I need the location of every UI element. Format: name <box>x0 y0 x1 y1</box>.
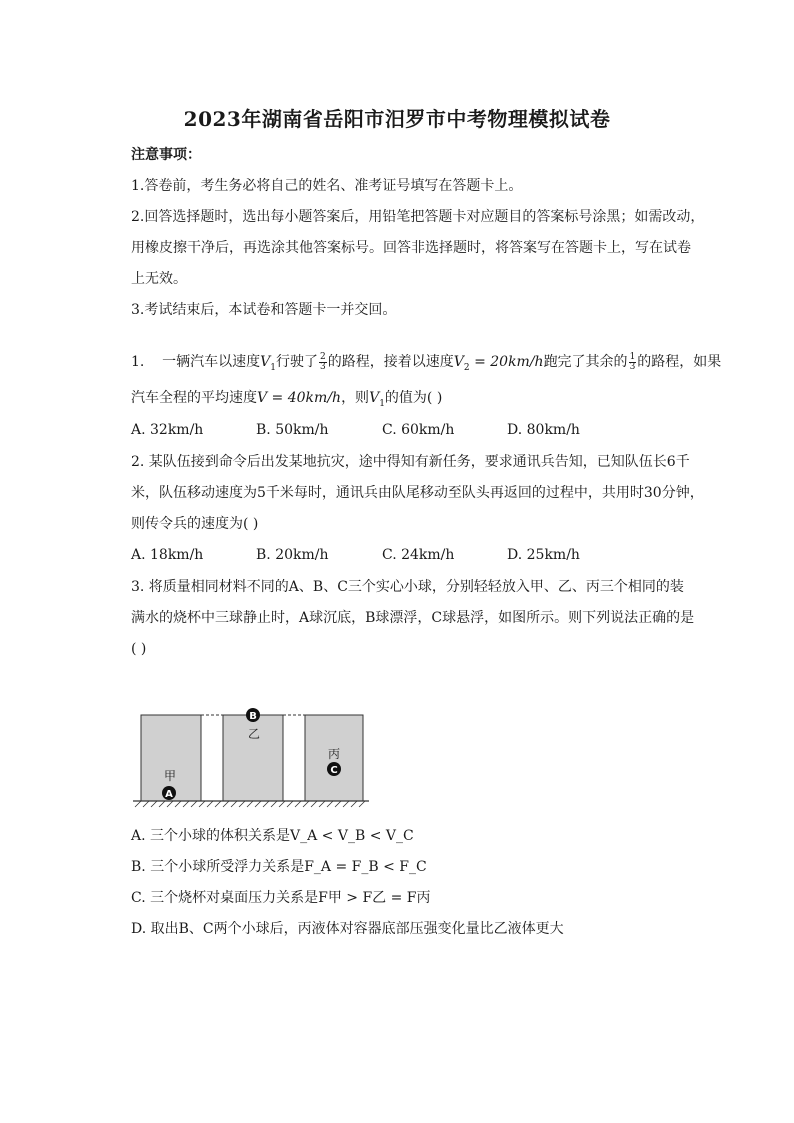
ball-a-label: A <box>165 789 173 800</box>
option-c: C. 24km/h <box>382 547 455 563</box>
question-3-option-d: D. 取出B、C两个小球后，丙液体对容器底部压强变化量比乙液体更大 <box>131 921 564 937</box>
math-expression: V = 40km/h <box>257 390 342 406</box>
fraction-denominator: 3 <box>320 361 326 372</box>
three-beakers-figure <box>131 703 371 811</box>
math-symbol: V <box>453 354 464 370</box>
math-expression: = 20km/h <box>469 354 544 370</box>
question-3-line-3: ( ) <box>131 641 147 657</box>
question-2-line-3: 则传令兵的速度为( ) <box>131 516 259 532</box>
fraction-denominator: 3 <box>629 361 636 372</box>
question-text: 行驶了 <box>276 354 319 370</box>
notice-item-2-line-2: 用橡皮擦干净后，再选涂其他答案标号。回答非选择题时，将答案写在答题卡上，写在试卷 <box>131 240 691 256</box>
notice-item-2-line-3: 上无效。 <box>131 271 187 287</box>
question-text: 的路程，接着以速度 <box>327 354 454 370</box>
beaker-label-bing: 丙 <box>328 747 341 761</box>
fraction <box>319 353 327 372</box>
question-text: 的值为( ) <box>384 390 443 406</box>
fraction <box>629 353 637 372</box>
option-d: D. 80km/h <box>507 422 580 438</box>
question-number: 1. <box>131 354 145 370</box>
question-3-option-c: C. 三个烧杯对桌面压力关系是F甲 > F乙 = F丙 <box>131 890 431 906</box>
fraction-numerator: 1 <box>629 351 636 362</box>
question-3-line-2: 满水的烧杯中三球静止时，A球沉底，B球漂浮，C球悬浮，如图所示。则下列说法正确的是 <box>131 610 695 626</box>
notice-item-3: 3.考试结束后，本试卷和答题卡一并交回。 <box>131 302 397 318</box>
math-symbol: V <box>369 390 380 406</box>
math-symbol: V <box>260 354 271 370</box>
option-a: A. 32km/h <box>131 422 204 438</box>
ball-b-label: B <box>249 711 257 722</box>
question-text: ，则 <box>341 390 370 406</box>
question-text: 一辆汽车以速度 <box>162 354 261 370</box>
math-subscript: 1 <box>270 362 277 373</box>
question-3-option-a: A. 三个小球的体积关系是V_A < V_B < V_C <box>131 828 414 844</box>
notice-item-2-line-1: 2.回答选择题时，选出每小题答案后，用铅笔把答题卡对应题目的答案标号涂黑；如需改动， <box>131 209 705 225</box>
notice-heading: 注意事项： <box>131 147 201 163</box>
ground-hatching <box>135 801 365 807</box>
option-b: B. 20km/h <box>256 547 329 563</box>
question-2-line-1: 2. 某队伍接到命令后出发某地抗灾，途中得知有新任务，要求通讯兵告知，已知队伍长6千 <box>131 454 690 470</box>
question-1-line-1 <box>131 352 721 378</box>
math-subscript: 1 <box>379 398 385 409</box>
question-text: 汽车全程的平均速度 <box>131 390 257 406</box>
math-subscript: 2 <box>463 362 470 373</box>
beaker-label-jia: 甲 <box>164 769 177 783</box>
notice-item-1: 1.答卷前，考生务必将自己的姓名、准考证号填写在答题卡上。 <box>131 178 523 194</box>
fraction-numerator: 2 <box>320 351 326 362</box>
option-b: B. 50km/h <box>256 422 329 438</box>
ball-c-label: C <box>330 765 338 776</box>
question-3-option-b: B. 三个小球所受浮力关系是F_A = F_B < F_C <box>131 859 427 875</box>
question-1-line-2 <box>131 388 442 414</box>
option-c: C. 60km/h <box>382 422 455 438</box>
option-d: D. 25km/h <box>507 547 580 563</box>
question-3-line-1: 3. 将质量相同材料不同的A、B、C三个实心小球，分别轻轻放入甲、乙、丙三个相同的装 <box>131 579 684 595</box>
page-title: 2023年湖南省岳阳市汨罗市中考物理模拟试卷 <box>183 107 611 131</box>
beaker-label-yi: 乙 <box>248 727 261 741</box>
question-2-line-2: 米，队伍移动速度为5千米每时，通讯兵由队尾移动至队头再返回的过程中，共用时30分钟， <box>131 485 704 501</box>
option-a: A. 18km/h <box>131 547 204 563</box>
question-text: 跑完了其余的 <box>543 354 628 370</box>
question-text: 的路程，如果 <box>637 354 722 370</box>
